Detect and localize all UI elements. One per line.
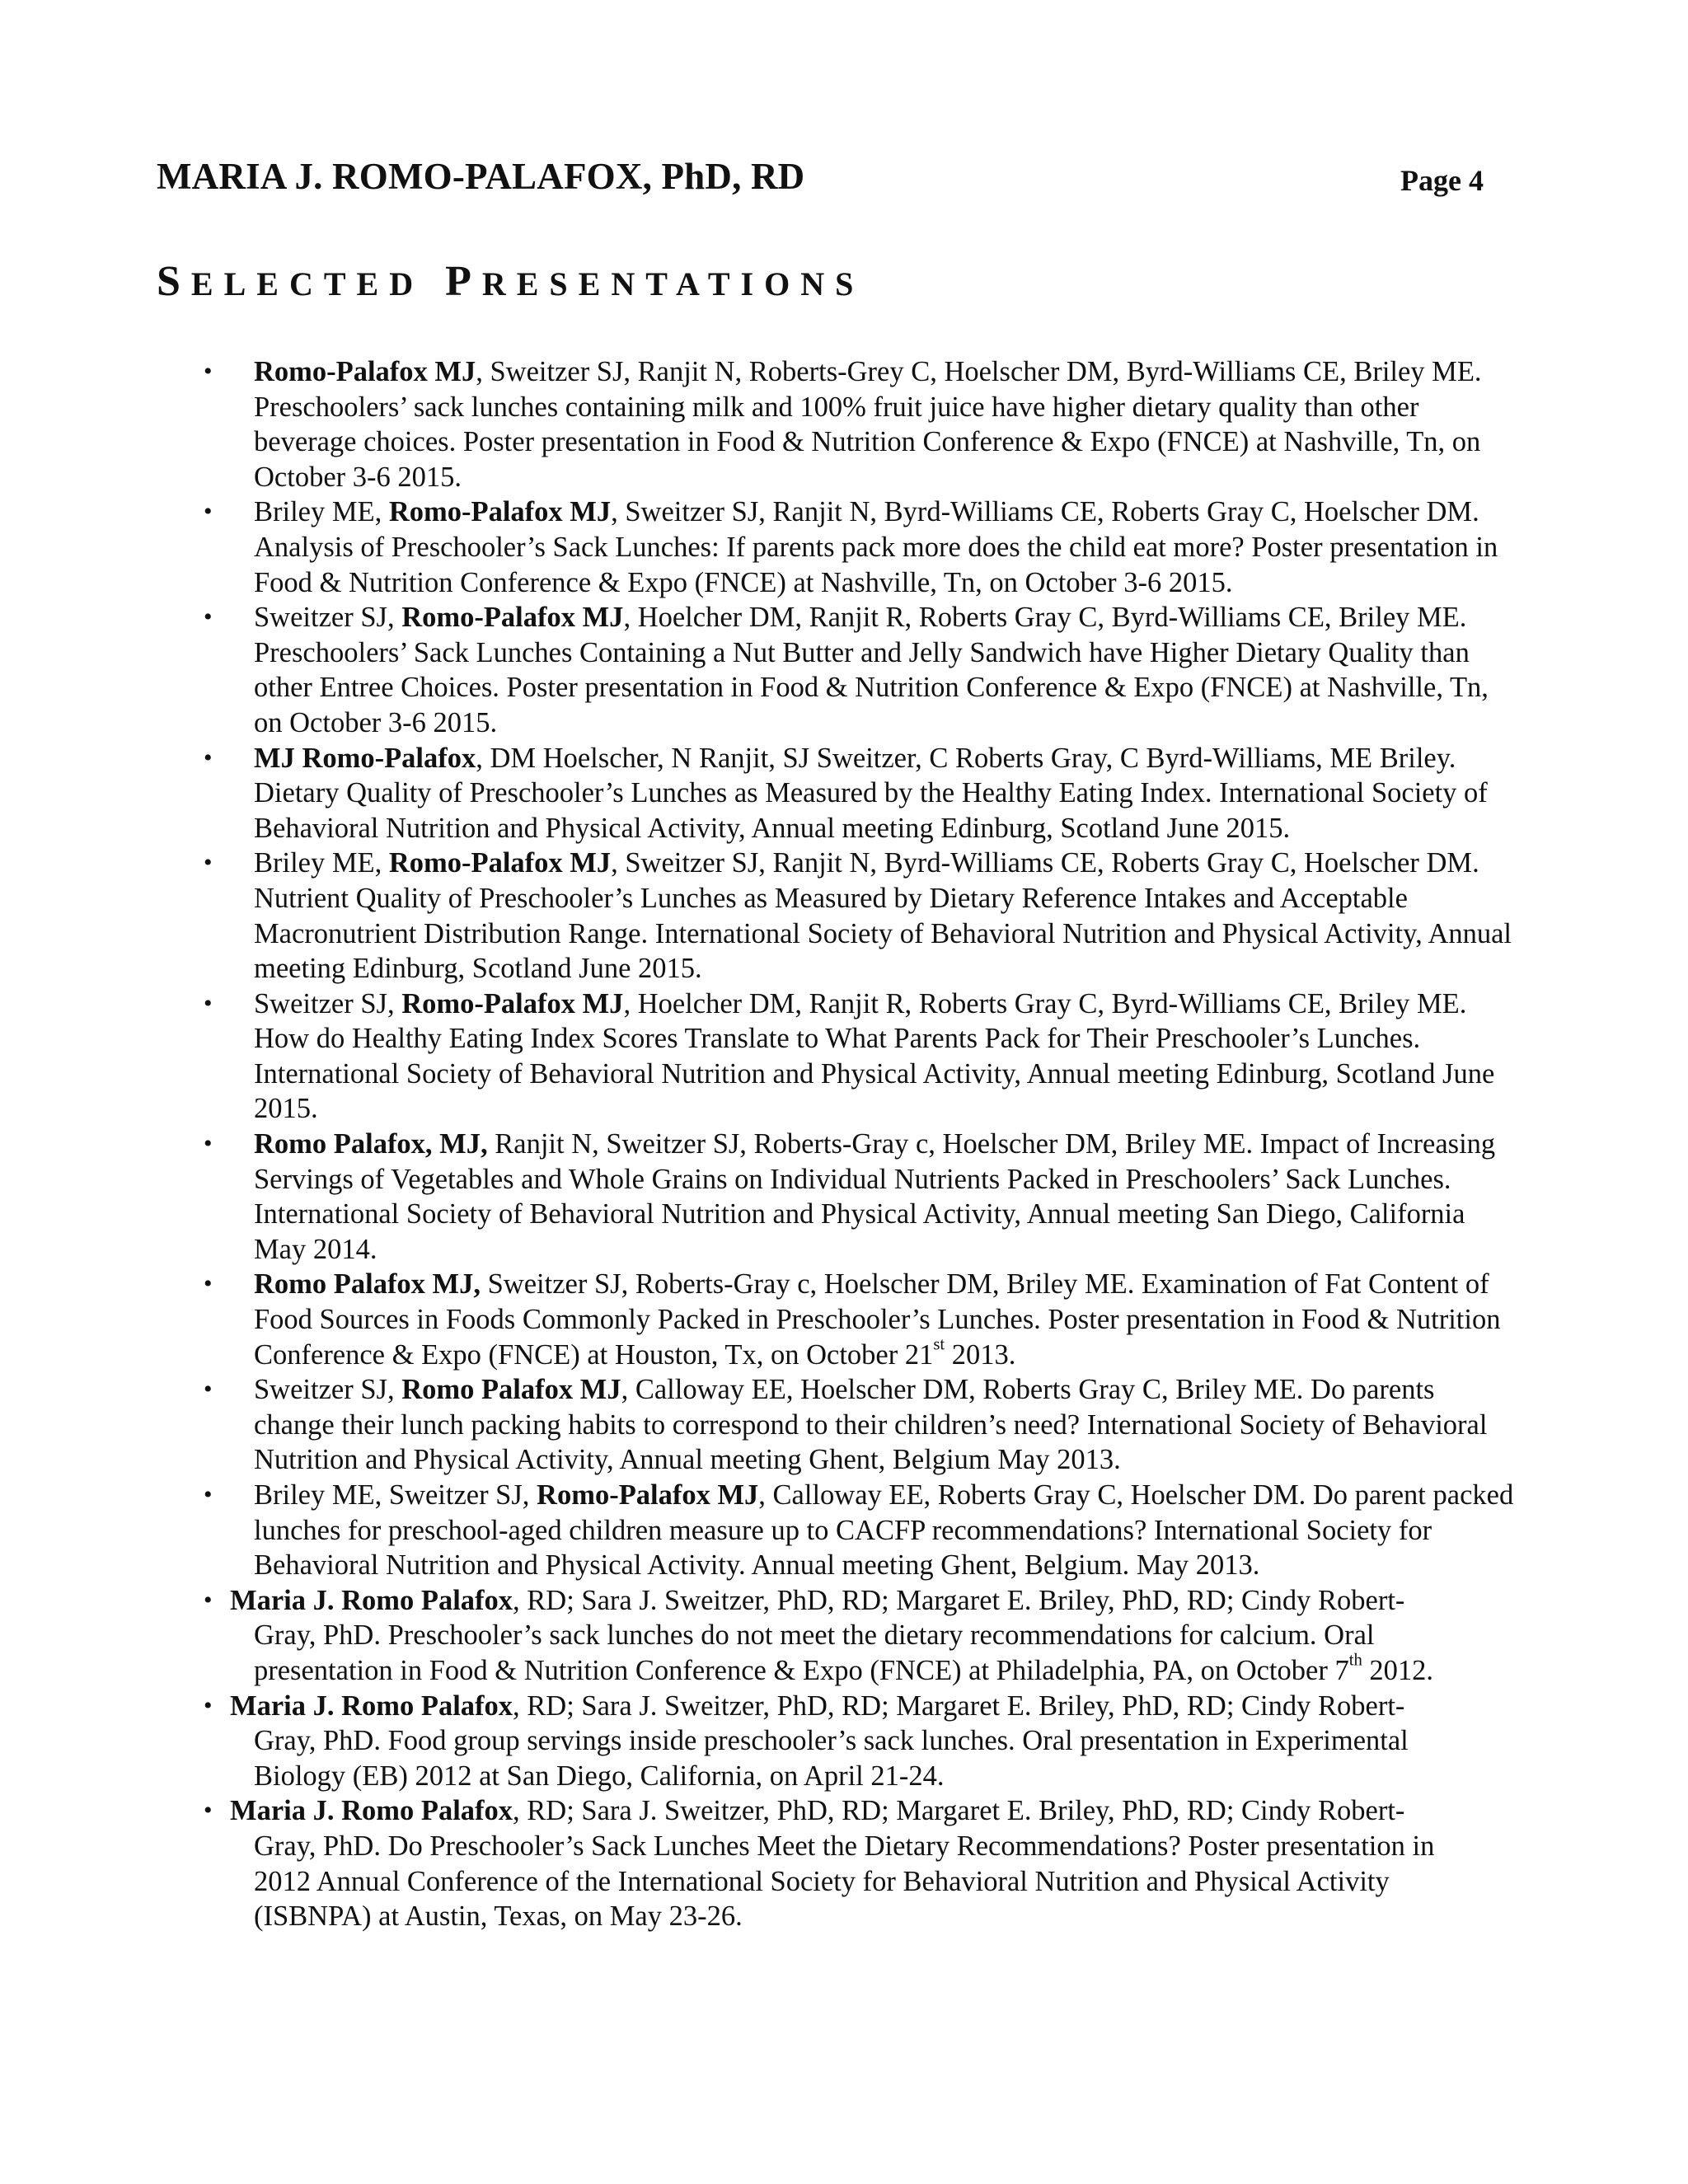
list-item: • Sweitzer SJ, Romo-Palafox MJ, Hoelcher DM, Ranjit R, Roberts Gray C, Byrd-Williams CE, Briley ME. Preschoolers’ Sack Lunches Containing a Nut Butter and Jelly Sandwich have Higher Dietary Quality than other Entree Choices. Poster presentation in Food & Nutrition Conference & Expo (FNCE) at Nashville, Tn, on October 3-6 2015. [204, 602, 1489, 738]
bullet-icon: • [204, 1691, 213, 1719]
page-header [157, 155, 1484, 213]
bullet-icon: • [204, 849, 213, 877]
list-item: • MJ Romo-Palafox, DM Hoelscher, N Ranjit, SJ Sweitzer, C Roberts Gray, C Byrd-Williams, ME Briley. Dietary Quality of Preschooler’s Lunches as Measured by the Healthy Eating Index. International Society of Behavioral Nutrition and Physical Activity, Annual meeting Edinburg, Scotland June 2015. [204, 742, 1488, 844]
list-item: • Sweitzer SJ, Romo-Palafox MJ, Hoelcher DM, Ranjit R, Roberts Gray C, Byrd-Williams CE, Briley ME. How do Healthy Eating Index Scores Translate to What Parents Pack for Their Preschooler’s Lunches. International Society of Behavioral Nutrition and Physical Activity, Annual meeting Edinburg, Scotland June 2015. [204, 987, 1495, 1125]
bullet-icon: • [204, 1797, 213, 1825]
page-number: Page 4 [1400, 164, 1484, 197]
author-name: MARIA J. ROMO-PALAFOX, PhD, RD [157, 156, 805, 197]
presentations-list [0, 354, 1688, 1934]
bullet-icon: • [204, 1481, 213, 1508]
list-item: • Briley ME, Sweitzer SJ, Romo-Palafox MJ, Calloway EE, Roberts Gray C, Hoelscher DM. Do parent packed lunches for preschool-aged children measure up to CACFP recommendations? International Society for Behavioral Nutrition and Physical Activity. Annual meeting Ghent, Belgium. May 2013. [204, 1479, 1514, 1582]
list-item: • Romo-Palafox MJ, Sweitzer SJ, Ranjit N, Roberts-Grey C, Hoelscher DM, Byrd-Williams CE, Briley ME. Preschoolers’ sack lunches containing milk and 100% fruit juice have higher dietary quality than other beverage choices. Poster presentation in Food & Nutrition Conference & Expo (FNCE) at Nashville, Tn, on October 3-6 2015. [204, 356, 1482, 493]
list-item: • Maria J. Romo Palafox, RD; Sara J. Sweitzer, PhD, RD; Margaret E. Briley, PhD, RD; Cindy Robert- Gray, PhD. Food group servings inside preschooler’s sack lunches. Oral presentation in Experimental Biology (EB) 2012 at San Diego, California, on April 21-24. [204, 1690, 1409, 1792]
bullet-icon: • [204, 1270, 213, 1298]
bullet-icon: • [204, 603, 213, 631]
section-title: SELECTED PRESENTATIONS [157, 258, 865, 305]
bullet-icon: • [204, 498, 213, 526]
list-item: • Briley ME, Romo-Palafox MJ, Sweitzer SJ, Ranjit N, Byrd-Williams CE, Roberts Gray C, Hoelscher DM. Nutrient Quality of Preschooler’s Lunches as Measured by Dietary Reference Intakes and Acceptable Macronutrient Distribution Range. International Society of Behavioral Nutrition and Physical Activity, Annual meeting Edinburg, Scotland June 2015. [204, 847, 1512, 985]
bullet-icon: • [204, 1586, 213, 1614]
list-item: • Briley ME, Romo-Palafox MJ, Sweitzer SJ, Ranjit N, Byrd-Williams CE, Roberts Gray C, Hoelscher DM. Analysis of Preschooler’s Sack Lunches: If parents pack more does the child eat more? Poster presentation in Food & Nutrition Conference & Expo (FNCE) at Nashville, Tn, on October 3-6 2015. [204, 496, 1498, 598]
bullet-icon: • [204, 1376, 213, 1404]
list-item: • Maria J. Romo Palafox, RD; Sara J. Sweitzer, PhD, RD; Margaret E. Briley, PhD, RD; Cindy Robert- Gray, PhD. Preschooler’s sack lunches do not meet the dietary recommendations for calcium. Oral presentation in Food & Nutrition Conference & Expo (FNCE) at Philadelphia, PA, on October 7th 2012. [204, 1584, 1434, 1686]
bullet-icon: • [204, 989, 213, 1017]
list-item: • Romo Palafox, MJ, Ranjit N, Sweitzer SJ, Roberts-Gray c, Hoelscher DM, Briley ME. Impact of Increasing Servings of Vegetables and Whole Grains on Individual Nutrients Packed in Preschoolers’ Sack Lunches. International Society of Behavioral Nutrition and Physical Activity, Annual meeting San Diego, California May 2014. [204, 1128, 1496, 1265]
bullet-icon: • [204, 743, 213, 771]
bullet-icon: • [204, 1130, 213, 1158]
list-item: • Romo Palafox MJ, Sweitzer SJ, Roberts-Gray c, Hoelscher DM, Briley ME. Examination of Fat Content of Food Sources in Foods Commonly Packed in Preschooler’s Lunches. Poster presentation in Food & Nutrition Conference & Expo (FNCE) at Houston, Tx, on October 21st 2013. [204, 1268, 1501, 1371]
bullet-icon: • [204, 358, 213, 385]
list-item: • Maria J. Romo Palafox, RD; Sara J. Sweitzer, PhD, RD; Margaret E. Briley, PhD, RD; Cindy Robert- Gray, PhD. Do Preschooler’s Sack Lunches Meet the Dietary Recommendations? Poster presentation in 2012 Annual Conference of the International Society for Behavioral Nutrition and Physical Activity (ISBNPA) at Austin, Texas, on May 23-26. [204, 1795, 1435, 1933]
list-item: • Sweitzer SJ, Romo Palafox MJ, Calloway EE, Hoelscher DM, Roberts Gray C, Briley ME. Do parents change their lunch packing habits to correspond to their children’s need? International Society of Behavioral Nutrition and Physical Activity, Annual meeting Ghent, Belgium May 2013. [204, 1374, 1488, 1476]
